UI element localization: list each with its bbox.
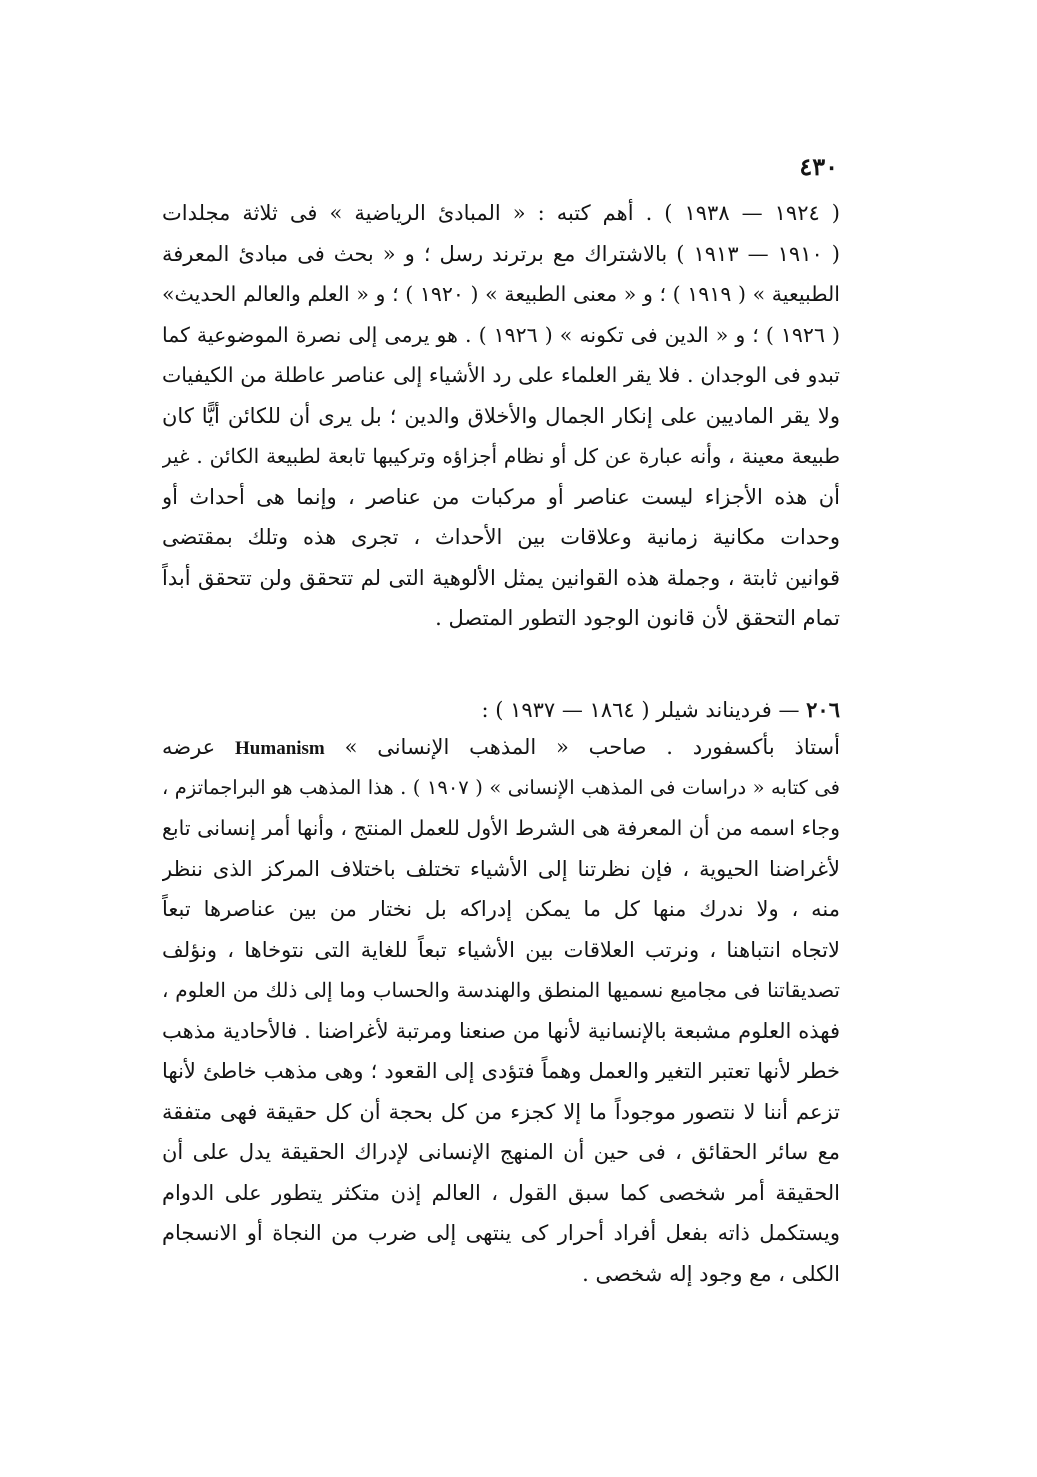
text-line: خطر لأنها تعتبر التغير والعمل وهماً فتؤدى إلى القعود ؛ وهى مذهب خاطئ لأنها: [162, 1059, 840, 1083]
text-line: الكلى ، مع وجود إله شخصى .: [582, 1261, 840, 1286]
text-line: لأغراضنا الحيوية ، فإن نظرتنا إلى الأشياء تختلف باختلاف المركز الذى ننظر: [162, 856, 840, 881]
text-line: قوانين ثابتة ، وجملة هذه القوانين يمثل الألوهية التى لم تتحقق ولن تتحقق أبداً: [162, 565, 840, 590]
text-line: ( ١٩١٠ — ١٩١٣ ) بالاشتراك مع برترند رسل ؛ و « بحث فى مبادئ المعرفة: [162, 241, 840, 266]
first-line-start: أستاذ بأكسفورد . صاحب « المذهب الإنسانى »: [344, 735, 840, 759]
entry-heading: [162, 690, 840, 730]
text-line: تمام التحقق لأن قانون الوجود التطور المتصل .: [435, 606, 840, 630]
text-line: تزعم أننا لا نتصور موجوداً ما إلا كجزء من كل بحجة أن كل حقيقة فهى متفقة: [162, 1099, 840, 1124]
text-line: ويستكمل ذاته بفعل أفراد أحرار كى ينتهى إلى ضرب من النجاة أو الانسجام: [162, 1221, 840, 1245]
text-line: تبدو فى الوجدان . فلا يقر العلماء على رد الأشياء إلى عناصر عاطلة من الكيفيات: [162, 363, 840, 387]
text-line: فهذه العلوم مشبعة بالإنسانية لأنها من صنعنا ومرتبة لأغراضنا . فالأحادية مذهب: [162, 1018, 840, 1043]
text-line: ولا يقر الماديين على إنكار الجمال والأخلاق والدين ؛ بل يرى أن للكائن أيًّا كان: [162, 403, 840, 428]
paragraph-continuation: [162, 193, 840, 639]
text-line: مع سائر الحقائق ، فى حين أن المنهج الإنسانى لإدراك الحقيقة يدل على أن: [162, 1140, 840, 1164]
text-line: الحقيقة أمر شخصى كما سبق القول ، العالم إذن متكثر يتطور على الدوام: [162, 1180, 840, 1205]
latin-term: Humanism: [235, 738, 325, 759]
text-line: وجاء اسمه من أن المعرفة هى الشرط الأول للعمل المنتج ، وأنها أمر إنسانى تابع: [162, 816, 840, 840]
text-line: لاتجاه انتباهنا ، ونرتب العلاقات بين الأشياء تبعاً للغاية التى نتوخاها ، ونؤلف: [162, 937, 840, 962]
text-line: ( ١٩٢٤ — ١٩٣٨ ) . أهم كتبه : « المبادئ الرياضية » فى ثلاثة مجلدات: [162, 201, 840, 225]
text-line: منه ، ولا ندرك منها كل ما يمكن إدراكه بل نختار من بين عناصرها تبعاً: [162, 897, 840, 921]
first-line-end: عرضه: [162, 735, 216, 759]
page-number: ٤٣٠: [799, 152, 838, 181]
entry-paragraph: [162, 727, 840, 1294]
text-line: تصديقاتنا فى مجاميع نسميها المنطق والهندسة والحساب وما إلى ذلك من العلوم ،: [162, 978, 840, 1002]
text-line: أن هذه الأجزاء ليست عناصر أو مركبات من عناصر ، وإنما هى أحداث أو: [162, 484, 840, 509]
text-line: فى كتابه « دراسات فى المذهب الإنسانى » ( ١٩٠٧ ) . هذا المذهب هو البراجماتزم ،: [162, 775, 840, 799]
text-line: طبيعة معينة ، وأنه عبارة عن كل أو نظام أجزاؤه وتركيبها تابعة لطبيعة الكائن . غير: [162, 444, 840, 468]
entry-title: — فرديناند شيلر ( ١٨٦٤ — ١٩٣٧ ) :: [481, 698, 800, 722]
text-line-first: [162, 727, 840, 768]
text-line: ( ١٩٢٦ ) ؛ و « الدين فى تكونه » ( ١٩٢٦ ) . هو يرمى إلى نصرة الموضوعية كما: [162, 322, 840, 347]
entry-number: ٢٠٦: [806, 697, 840, 722]
text-line: وحدات مكانية زمانية وعلاقات بين الأحداث ، تجرى هذه وتلك بمقتضى: [162, 525, 840, 549]
text-line: الطبيعية » ( ١٩١٩ ) ؛ و « معنى الطبيعة » ( ١٩٢٠ ) ؛ و « العلم والعالم الحديث»: [162, 282, 840, 306]
